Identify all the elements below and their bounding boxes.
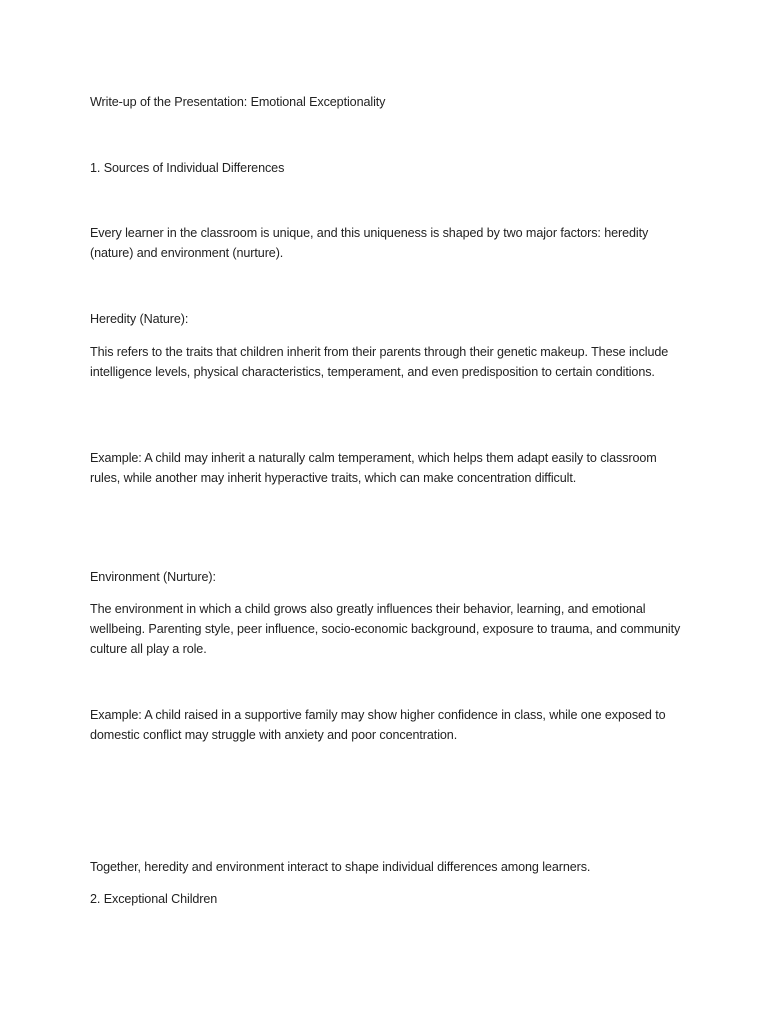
document-title: Write-up of the Presentation: Emotional Exceptionality — [90, 95, 386, 109]
heredity-paragraph: This refers to the traits that children inherit from their parents through their genetic makeup. These include intelligence levels, physical characteristics, temperament, and even predisposition to certain conditions. — [90, 345, 669, 379]
environment-paragraph: The environment in which a child grows also greatly influences their behavior, learning, and emotional wellbeing. Parenting style, peer influence, socio-economic background, exposure to trauma, and community culture all play a role. — [90, 602, 681, 656]
together-paragraph: Together, heredity and environment interact to shape individual differences among learners. — [90, 860, 591, 874]
section-heading-exceptional-children: 2. Exceptional Children — [90, 892, 218, 906]
heredity-example-paragraph: Example: A child may inherit a naturally calm temperament, which helps them adapt easily to classroom rules, while another may inherit hyperactive traits, which can make concentration difficult. — [90, 451, 657, 485]
section-heading-sources: 1. Sources of Individual Differences — [90, 161, 285, 175]
environment-heading: Environment (Nurture): — [90, 570, 216, 584]
environment-example-paragraph: Example: A child raised in a supportive family may show higher confidence in class, while one exposed to domestic conflict may struggle with anxiety and poor concentration. — [90, 708, 666, 742]
intro-paragraph: Every learner in the classroom is unique, and this uniqueness is shaped by two major factors: heredity (nature) and environment (nurture). — [90, 226, 649, 260]
heredity-heading: Heredity (Nature): — [90, 312, 189, 326]
